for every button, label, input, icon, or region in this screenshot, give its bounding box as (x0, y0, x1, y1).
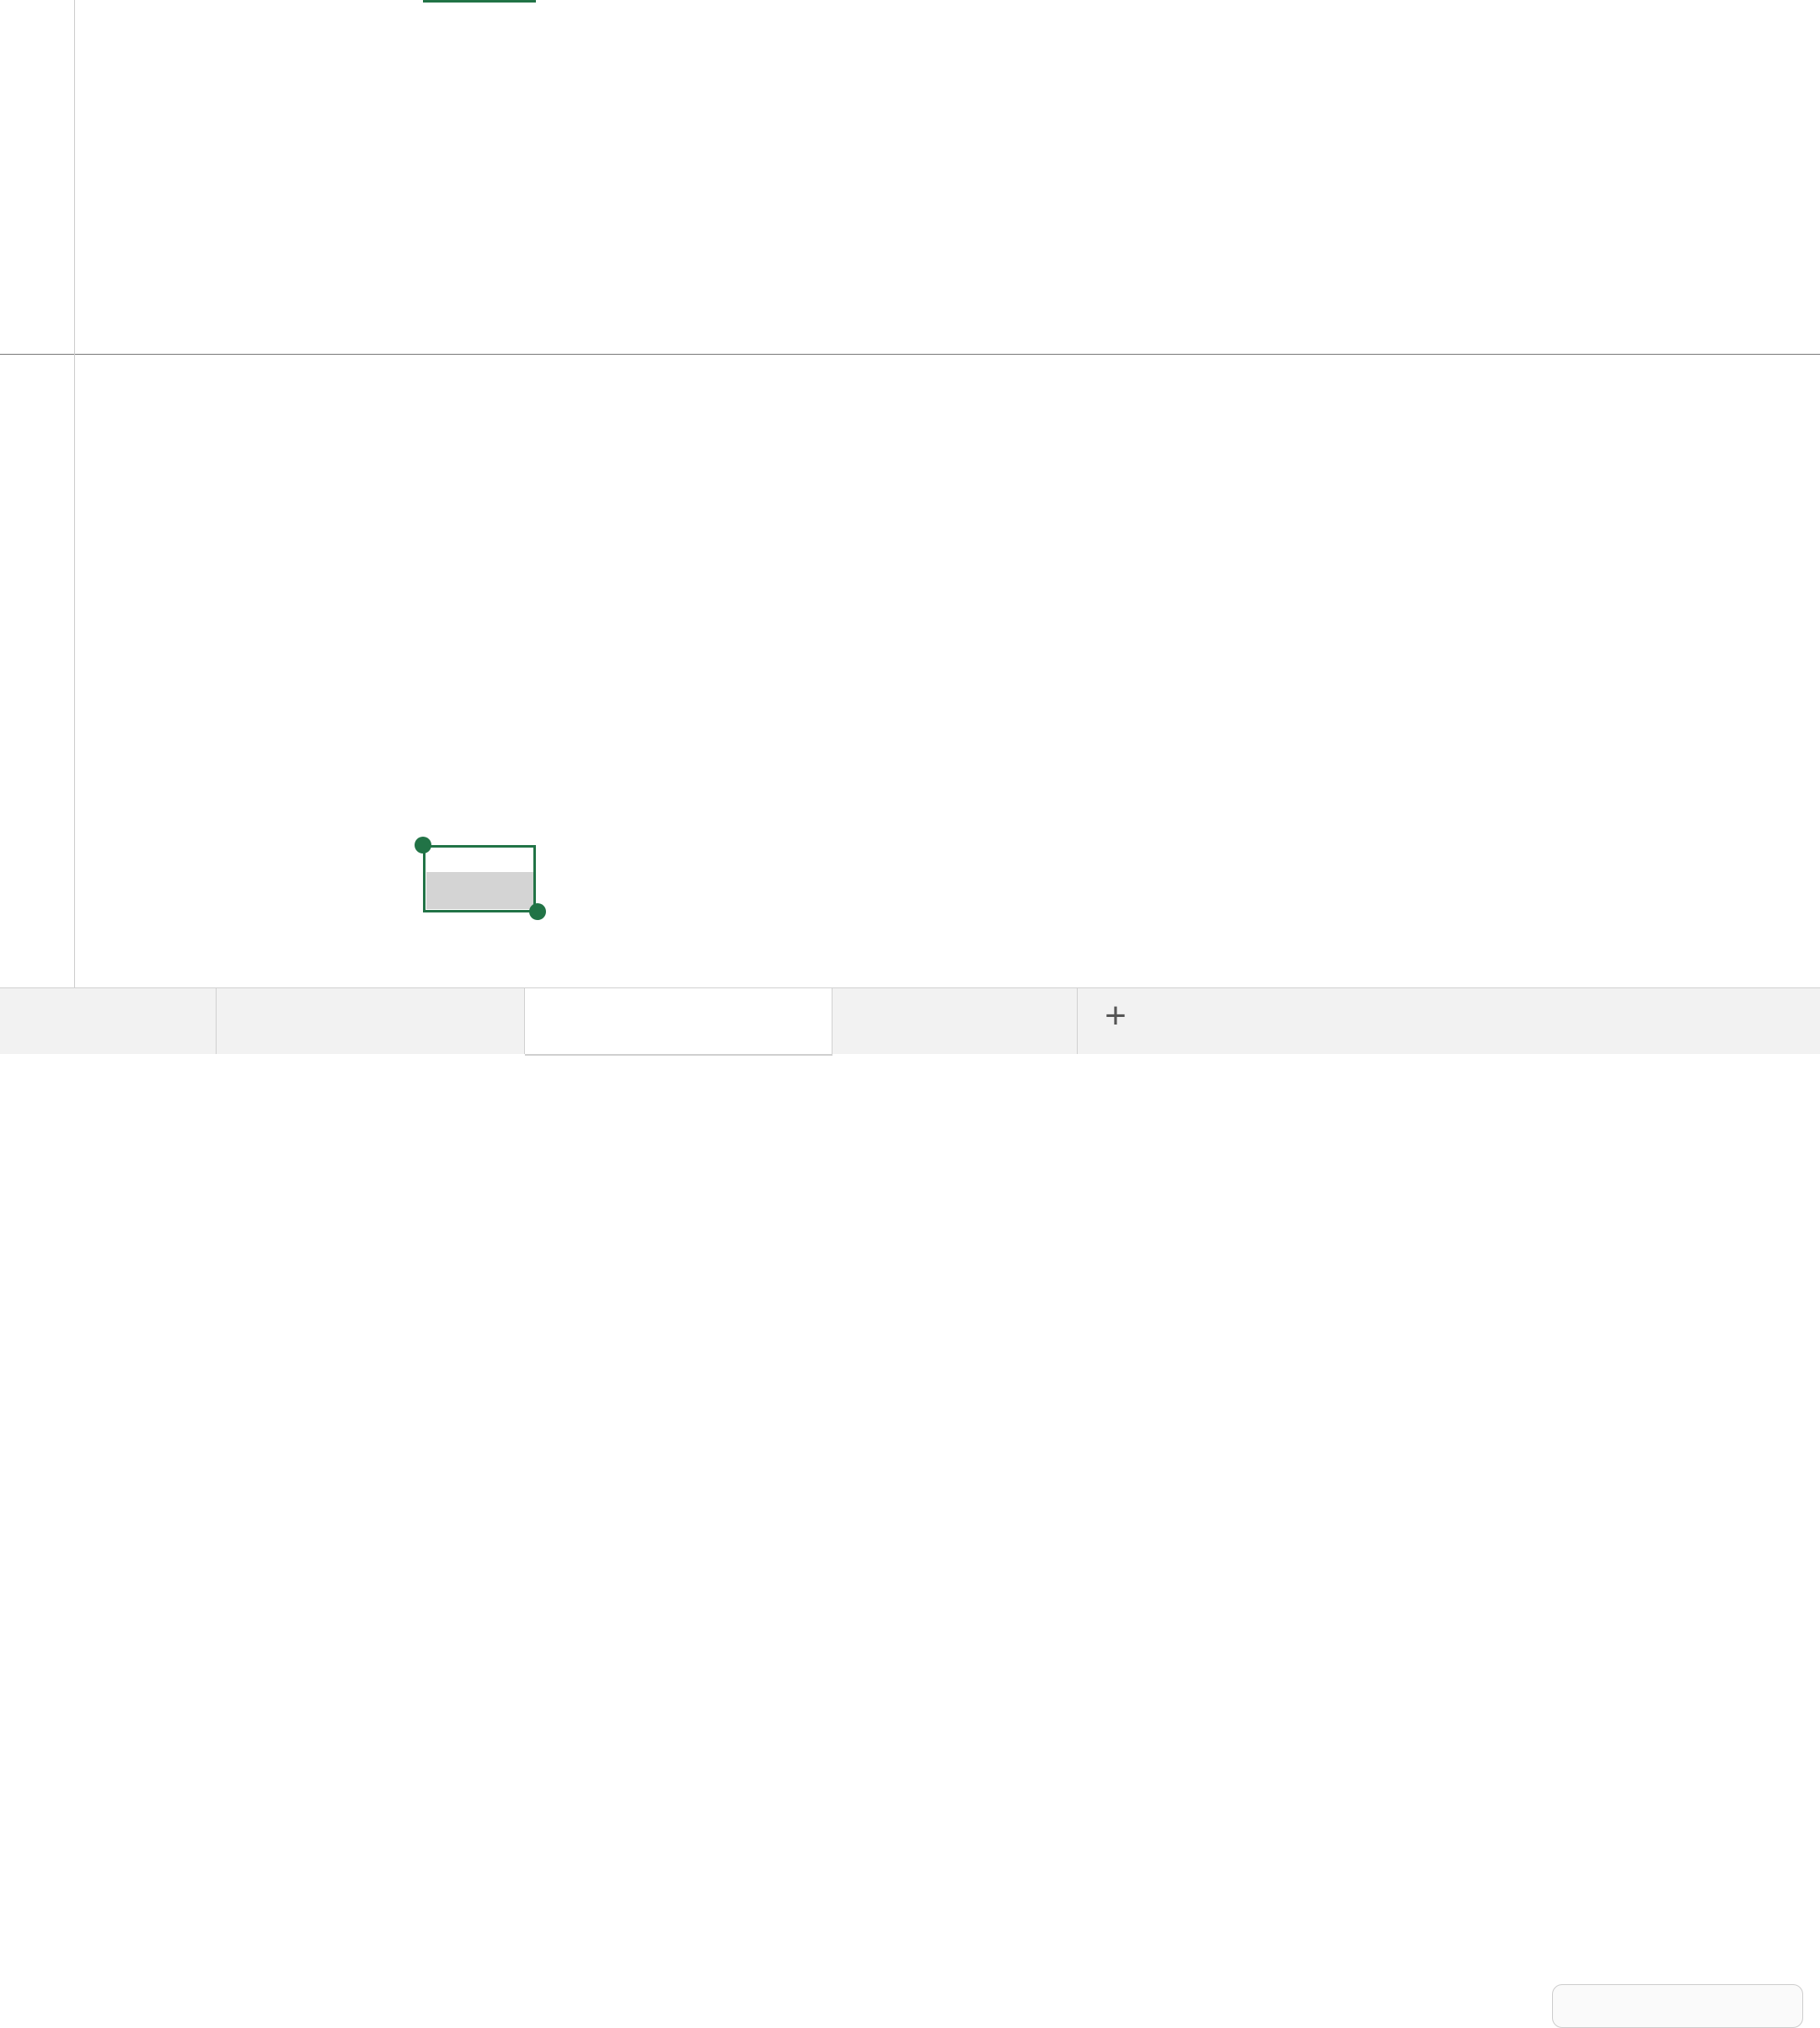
tab-cover[interactable] (67, 988, 217, 1054)
tab-gdp-1970q1-1991q4[interactable] (217, 988, 525, 1054)
status-sum[interactable] (1552, 1984, 1803, 2028)
plus-icon: + (1105, 995, 1127, 1036)
row-header-gutter (74, 0, 75, 987)
selection-handle-top[interactable] (415, 837, 431, 853)
add-sheet-button[interactable] (1078, 988, 1154, 1054)
cell-selection-range[interactable] (423, 845, 536, 912)
sheet-tab-bar (0, 987, 1820, 1054)
tab-gdp-1991q1-2023q1[interactable] (525, 988, 832, 1056)
freeze-line (0, 354, 1820, 355)
column-selection-indicator (423, 0, 536, 3)
tab-gdp-1970-2022[interactable] (832, 988, 1078, 1054)
selection-handle-bottom[interactable] (529, 903, 546, 920)
